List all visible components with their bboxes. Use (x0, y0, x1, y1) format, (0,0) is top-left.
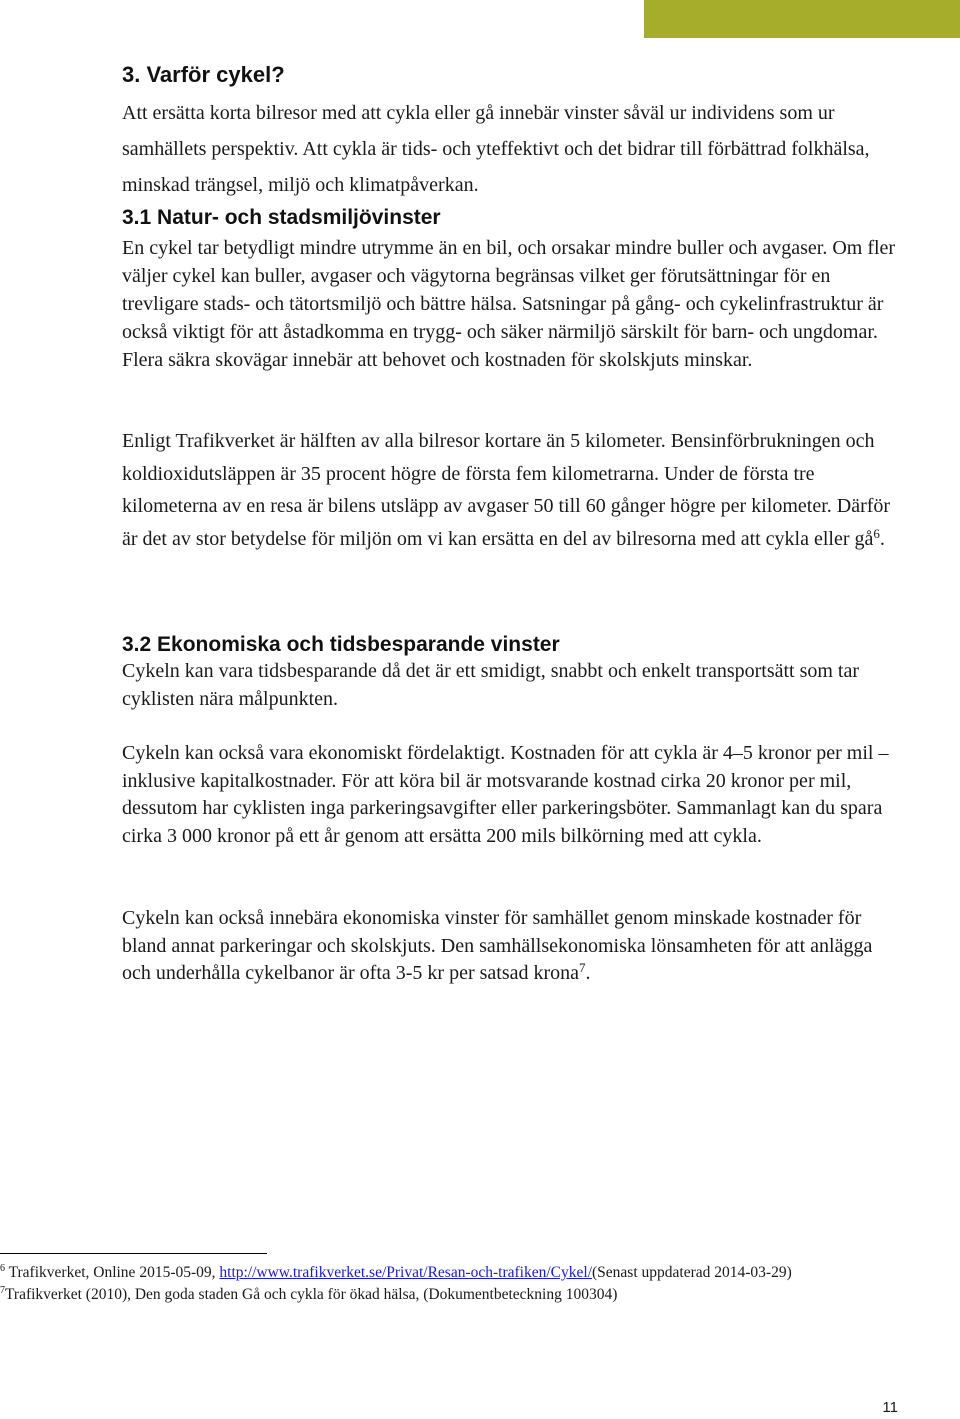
footnote-number: 7 (0, 1285, 5, 1296)
footnotes (0, 1262, 900, 1306)
facts-end: . (879, 527, 885, 550)
footnote-7 (0, 1284, 900, 1306)
footnote-text-after: (Senast uppdaterad 2014-03-29) (592, 1264, 792, 1281)
subsection-32-para3 (122, 905, 902, 988)
subsection-32-para2: Cykeln kan också vara ekonomiskt fördelaktigt. Kostnaden för att cykla är 4–5 kronor per mil – inklusive kapitalkostnader. För att köra bil är motsvarande kostnad cirka 20 kronor per mil, dessutom har cyklisten inga parkeringsavgifter eller parkeringsböter. Sammanlagt kan du spara cirka 3 000 kronor på ett år genom att ersätta 200 mils bilkörning med att cykla. (122, 742, 889, 847)
footnote-link[interactable]: http://www.trafikverket.se/Privat/Resan-och-trafiken/Cykel/ (219, 1264, 593, 1281)
header-accent-bar (644, 0, 960, 38)
section-intro: Att ersätta korta bilresor med att cykla eller gå innebär vinster såväl ur individens som ur samhällets perspektiv. Att cykla är tids- och yteffektivt och det bidrar till förbättrad folkhälsa, minskad trängsel, miljö och klimatpåverkan. (122, 102, 870, 196)
footnote-number: 6 (0, 1263, 5, 1274)
subsection-31-facts (122, 425, 902, 555)
para3-end: . (585, 962, 591, 984)
para3-text: Cykeln kan också innebära ekonomiska vinster för samhället genom minskade kostnader för bland annat parkeringar och skolskjuts. Den samhällsekonomiska lönsamheten för att anlägga och underhålla cykelbanor är ofta 3-5 kr per satsad krona (122, 907, 873, 984)
page-number: 11 (882, 1399, 898, 1416)
footnote-6 (0, 1262, 900, 1284)
subsection-32-para1: Cykeln kan vara tidsbesparande då det är ett smidigt, snabbt och enkelt transportsätt som tar cyklisten nära målpunkten. (122, 660, 860, 710)
footnote-ref-7[interactable]: 7 (579, 960, 586, 975)
footnote-text: Trafikverket, Online 2015-05-09, (5, 1264, 220, 1281)
subsection-32-title: 3.2 Ekonomiska och tidsbesparande vinster (122, 633, 560, 656)
footnote-text: Trafikverket (2010), Den goda staden Gå och cykla för ökad hälsa, (Dokumentbeteckning 100304) (5, 1286, 618, 1303)
section-title: 3. Varför cykel? (122, 62, 285, 87)
subsection-31-title: 3.1 Natur- och stadsmiljövinster (122, 206, 441, 229)
footnote-ref-6[interactable]: 6 (873, 525, 880, 541)
footnote-divider (0, 1253, 267, 1254)
facts-text: Enligt Trafikverket är hälften av alla bilresor kortare än 5 kilometer. Bensinförbrukningen och koldioxidutsläppen är 35 procent högre de första fem kilometrarna. Under de första tre kilometerna av en resa är bilens utsläpp av avgaser 50 till 60 gånger högre per kilometer. Därför är det av stor betydelse för miljön om vi kan ersätta en del av bilresorna med att cykla eller gå (122, 430, 891, 550)
subsection-31-body: En cykel tar betydligt mindre utrymme än en bil, och orsakar mindre buller och avgaser. Om fler väljer cykel kan buller, avgaser och vägytorna begränsas vilket ger förutsättningar för en trevligare stads- och tätortsmiljö och bättre hälsa. Satsningar på gång- och cykelinfrastruktur är också viktigt för att åstadkomma en trygg- och säker närmiljö särskilt för barn- och ungdomar. Flera säkra skovägar innebär att behovet och kostnaden för skolskjuts minskar. (122, 237, 896, 371)
